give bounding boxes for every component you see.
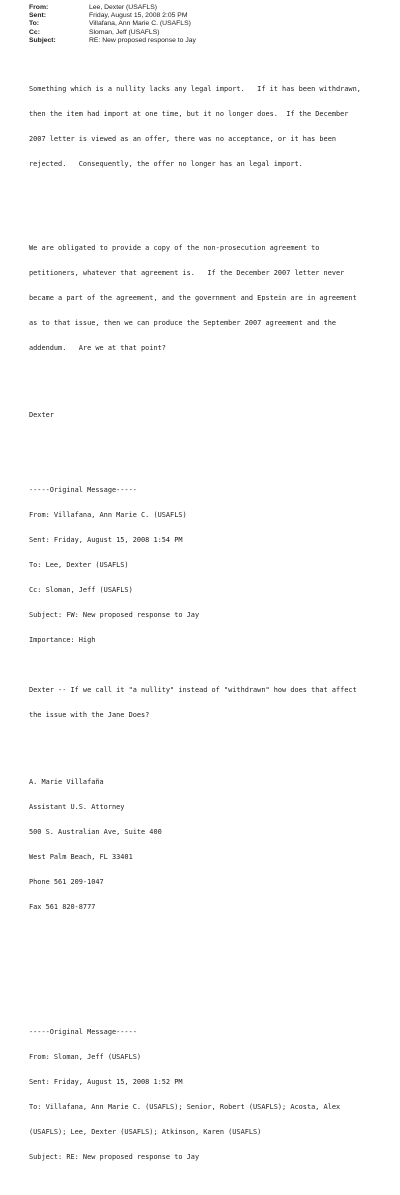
signature-phone: Phone 561 209-1047 (29, 878, 104, 887)
original-subject-line: Subject: FW: New proposed response to Jay (29, 611, 200, 620)
header-to-row (29, 20, 369, 28)
header-sent-value: Friday, August 15, 2008 2:05 PM (89, 12, 188, 20)
original-cc-line: Cc: Sloman, Jeff (USAFLS) (29, 586, 133, 594)
paragraph-nullity (29, 69, 397, 186)
paragraph-gap (29, 970, 397, 987)
signature-city: West Palm Beach, FL 33401 (29, 853, 133, 861)
header-cc-label: Cc: (29, 28, 40, 36)
header-cc-row (29, 29, 369, 37)
body-line: the issue with the Jane Does? (29, 711, 150, 720)
header-from-value: Lee, Dexter (USAFLS) (89, 4, 157, 11)
original-from-line: From: Sloman, Jeff (USAFLS) (29, 1053, 142, 1062)
body-line: became a part of the agreement, and the government and Epstein are in agreement (29, 293, 357, 302)
header-to-label: To: (29, 20, 40, 28)
signature-block (29, 761, 397, 928)
body-line: Something which is a nullity lacks any legal import. If it has been withdrawn, (29, 85, 361, 94)
paragraph-gap (29, 736, 397, 744)
original-to-line: To: Villafana, Ann Marie C. (USAFLS); Senior, Robert (USAFLS); Acosta, Alex (29, 1103, 341, 1112)
body-line: 2007 letter is viewed as an offer, there was no acceptance, or it has been (29, 135, 336, 144)
body-line: Dexter -- If we call it "a nullity" instead of "withdrawn" how does that affect (29, 686, 357, 695)
header-from-row (29, 4, 369, 12)
header-subject-label: Subject: (29, 36, 56, 44)
original-from-line: From: Villafana, Ann Marie C. (USAFLS) (29, 510, 187, 519)
header-from-label: From: (29, 4, 49, 11)
signature-address: 500 S. Australian Ave, Suite 400 (29, 827, 162, 836)
body-line: as to that issue, then we can produce the September 2007 agreement and the (29, 319, 336, 327)
header-subject-value: RE: New proposed response to Jay (89, 36, 196, 44)
original-to-line: To: Lee, Dexter (USAFLS) (29, 560, 129, 569)
original-message-divider: -----Original Message----- (29, 1028, 137, 1037)
paragraph-gap (29, 661, 397, 669)
original-to-line-continued: (USAFLS); Lee, Dexter (USAFLS); Atkinson, Karen (USAFLS) (29, 1128, 262, 1137)
original-message-2 (29, 1012, 397, 1179)
header-sent-row (29, 12, 369, 20)
original-message-divider: -----Original Message----- (29, 485, 137, 494)
email-body (29, 52, 397, 1195)
paragraph-obligation (29, 227, 397, 369)
paragraph-gap (29, 436, 397, 444)
header-sent-label: Sent: (29, 12, 46, 20)
body-line: We are obligated to provide a copy of the non-prosecution agreement to (29, 243, 320, 252)
signature-title: Assistant U.S. Attorney (29, 802, 125, 811)
header-subject-row (29, 37, 369, 45)
signoff-name: Dexter (29, 410, 54, 419)
body-line: addendum. Are we at that point? (29, 344, 166, 353)
body-line: then the item had import at one time, but it no longer does. If the December (29, 110, 349, 119)
paragraph-gap (29, 202, 397, 210)
original-importance-line: Importance: High (29, 636, 96, 645)
header-to-value: Villafana, Ann Marie C. (USAFLS) (89, 20, 191, 28)
original-message-1 (29, 469, 397, 945)
paragraph-gap (29, 386, 397, 394)
signature-fax: Fax 561 820-8777 (29, 903, 96, 912)
original-sent-line: Sent: Friday, August 15, 2008 1:54 PM (29, 535, 183, 544)
body-line: petitioners, whatever that agreement is. If the December 2007 letter never (29, 268, 345, 277)
original-sent-line: Sent: Friday, August 15, 2008 1:52 PM (29, 1078, 183, 1087)
header-cc-value: Sloman, Jeff (USAFLS) (89, 28, 160, 36)
original-subject-line: Subject: RE: New proposed response to Jay (29, 1153, 200, 1162)
body-line: rejected. Consequently, the offer no longer has an legal import. (29, 160, 303, 169)
signature-name: A. Marie Villafaña (29, 777, 104, 786)
email-header (29, 4, 369, 45)
